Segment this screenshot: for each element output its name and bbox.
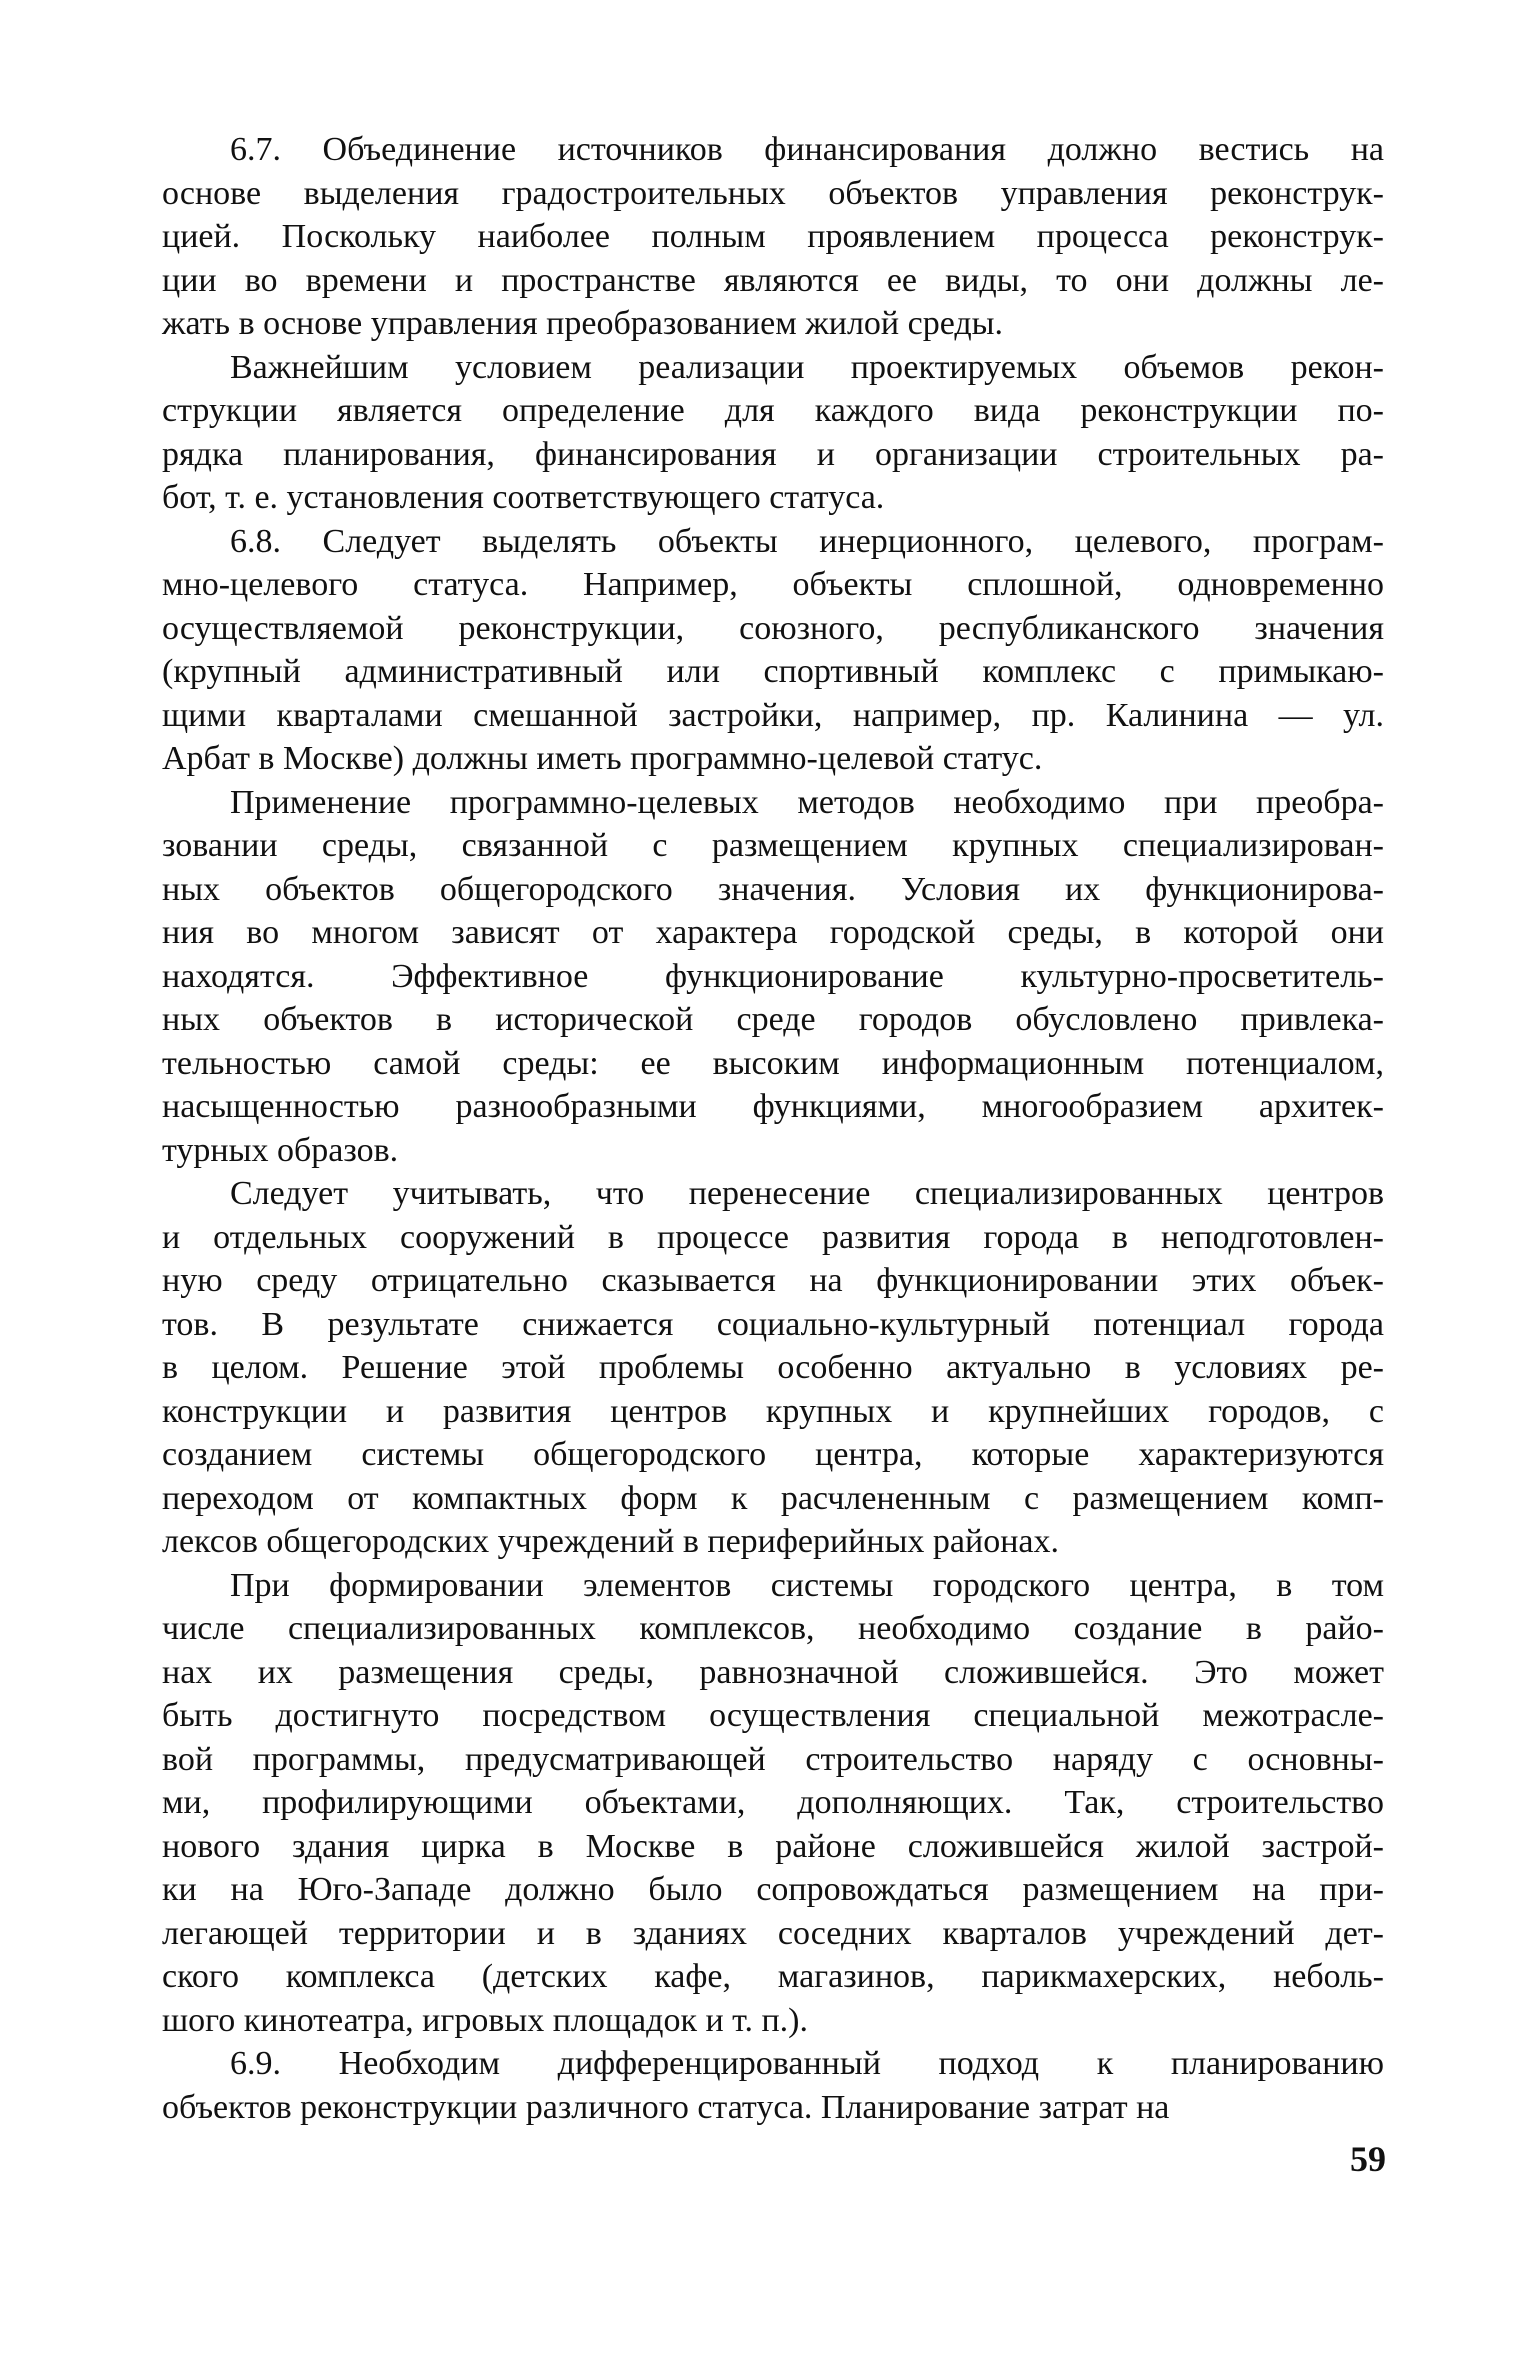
text-line: зовании среды, связанной с размещением крупных специализирован- [162, 827, 1384, 864]
text-line: ского комплекса (детских кафе, магазинов, парикмахерских, неболь- [162, 1958, 1384, 1995]
text-line: жать в основе управления преобразованием жилой среды. [162, 305, 1004, 342]
text-line: ных объектов общегородского значения. Условия их функционирова- [162, 870, 1384, 908]
text-line: рядка планирования, финансирования и организации строительных ра- [162, 435, 1384, 473]
text-line: в целом. Решение этой проблемы особенно актуально в условиях ре- [162, 1349, 1384, 1386]
text-line: шого кинотеатра, игровых площадок и т. п.). [162, 2001, 808, 2039]
text-line: щими кварталами смешанной застройки, например, пр. Калинина — ул. [162, 696, 1384, 734]
text-line: Важнейшим условием реализации проектируемых объемов рекон- [230, 348, 1384, 386]
text-line: ных объектов в исторической среде городов обусловлено привлека- [162, 1001, 1384, 1038]
text-line: основе выделения градостроительных объектов управления реконструк- [162, 174, 1384, 212]
text-line: ции во времени и пространстве являются ее виды, то они должны ле- [162, 261, 1384, 299]
paragraph [162, 346, 1384, 520]
text-line: цией. Поскольку наиболее полным проявлением процесса реконструк- [162, 218, 1384, 255]
text-line: легающей территории и в зданиях соседних кварталов учреждений дет- [162, 1914, 1384, 1952]
paragraph [162, 1564, 1384, 2043]
paragraph [162, 781, 1384, 1173]
text-line: бот, т. е. установления соответствующего статуса. [162, 479, 885, 516]
text-line: конструкции и развития центров крупных и крупнейших городов, с [162, 1392, 1384, 1430]
text-line: Арбат в Москве) должны иметь программно-целевой статус. [162, 740, 1043, 777]
paragraph [162, 520, 1384, 781]
text-line: объектов реконструкции различного статуса. Планирование затрат на [162, 2088, 1170, 2126]
text-line: тов. В результате снижается социально-культурный потенциал города [162, 1305, 1384, 1343]
text-line: числе специализированных комплексов, необходимо создание в райо- [162, 1610, 1384, 1647]
text-line: (крупный административный или спортивный комплекс с примыкаю- [162, 653, 1384, 690]
text-line: Следует учитывать, что перенесение специализированных центров [230, 1175, 1384, 1212]
text-line: ми, профилирующими объектами, дополняющих. Так, строительство [162, 1784, 1384, 1821]
paragraph [162, 2042, 1384, 2129]
text-line: Применение программно-целевых методов необходимо при преобра- [230, 783, 1384, 821]
text-line: нового здания цирка в Москве в районе сложившейся жилой застрой- [162, 1827, 1384, 1865]
text-line: ния во многом зависят от характера городской среды, в которой они [162, 914, 1384, 951]
page-number: 59 [1350, 2139, 1386, 2179]
text-line: 6.7. Объединение источников финансирования должно вестись на [230, 131, 1384, 168]
text-line: мно-целевого статуса. Например, объекты сплошной, одновременно [162, 566, 1384, 603]
text-line: турных образов. [162, 1131, 399, 1169]
text-line: находятся. Эффективное функционирование культурно-просветитель- [162, 957, 1384, 995]
text-line: нах их размещения среды, равнозначной сложившейся. Это может [162, 1653, 1384, 1691]
text-line: При формировании элементов системы городского центра, в том [230, 1566, 1384, 1604]
text-line: 6.8. Следует выделять объекты инерционного, целевого, програм- [230, 522, 1384, 560]
text-line: переходом от компактных форм к расчлененным с размещением комп- [162, 1479, 1384, 1517]
body-text [162, 128, 1384, 2129]
text-line: лексов общегородских учреждений в периферийных районах. [162, 1523, 1059, 1560]
paragraph [162, 1172, 1384, 1564]
text-line: осуществляемой реконструкции, союзного, республиканского значения [162, 609, 1384, 647]
text-line: быть достигнуто посредством осуществления специальной межотрасле- [162, 1697, 1384, 1734]
text-line: ную среду отрицательно сказывается на функционировании этих объек- [162, 1262, 1384, 1299]
text-line: вой программы, предусматривающей строительство наряду с основны- [162, 1740, 1384, 1778]
text-line: и отдельных сооружений в процессе развития города в неподготовлен- [162, 1218, 1384, 1256]
text-line: тельностью самой среды: ее высоким информационным потенциалом, [162, 1044, 1384, 1082]
text-line: созданием системы общегородского центра, которые характеризуются [162, 1436, 1384, 1473]
text-line: ки на Юго-Западе должно было сопровождаться размещением на при- [162, 1871, 1384, 1908]
text-line: 6.9. Необходим дифференцированный подход к планированию [230, 2045, 1384, 2082]
text-line: струкции является определение для каждого вида реконструкции по- [162, 392, 1384, 429]
paragraph [162, 128, 1384, 346]
text-line: насыщенностью разнообразными функциями, многообразием архитек- [162, 1088, 1384, 1125]
